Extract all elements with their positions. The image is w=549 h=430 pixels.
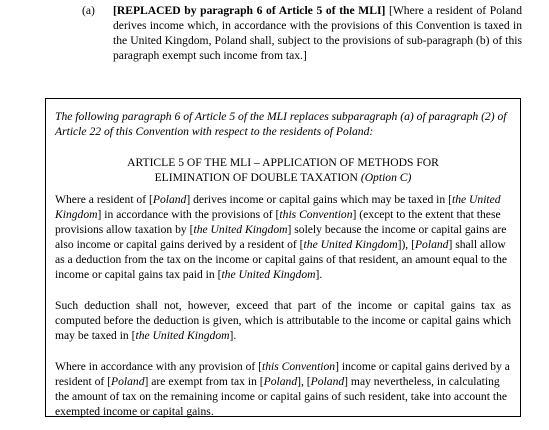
- text-span: ] (except to the extent that these provisions allow taxation by [: [55, 208, 501, 236]
- mli-heading-line2-main: ELIMINATION OF DOUBLE TAXATION: [154, 171, 361, 184]
- subparagraph-text: [113, 3, 522, 63]
- text-span: Such deduction shall not, however, exceed that part of the income or capital gains tax as computed before the deduction is given, which is attributable to the income or capital gains which may be taxed in [: [55, 299, 511, 342]
- placeholder-country: Poland: [263, 375, 298, 388]
- placeholder-convention: this Convention: [262, 360, 336, 373]
- text-span: ], [: [297, 375, 311, 388]
- text-span: Where a resident of [: [55, 193, 153, 206]
- placeholder-country: Poland: [152, 193, 187, 206]
- placeholder-country: the United Kingdom: [135, 329, 230, 342]
- placeholder-country: the United Kingdom: [221, 268, 316, 281]
- mli-heading-option: (Option C): [360, 171, 412, 184]
- text-span: ].: [315, 268, 323, 281]
- subparagraph-label: (a): [82, 4, 95, 17]
- mli-box-intro: The following paragraph 6 of Article 5 of the MLI replaces subparagraph (a) of paragraph (2) of Article 22 of this Convention with respect to the residents of Poland:: [55, 110, 507, 138]
- placeholder-country: Poland: [310, 375, 345, 388]
- text-span: ] derives income or capital gains which may be taxed in [: [186, 193, 452, 206]
- text-span: ] are exempt from tax in [: [144, 375, 264, 388]
- mli-paragraph-1: [55, 192, 511, 282]
- text-span: Where in accordance with any provision of [: [55, 360, 262, 373]
- original-provision-text: [Where a resident of Poland derives income which, in accordance with the provisions of this Convention is taxed in the United Kingdom, Poland shall, subject to the provisions of sub-paragraph (b) of this paragraph exempt such income from tax.]: [113, 4, 522, 62]
- text-span: ]), [: [397, 238, 415, 251]
- text-span: ] shall allow as a deduction from the tax on the income or capital gains of that resident, an amount equal to the income or capital gains tax paid in [: [55, 238, 508, 281]
- placeholder-country: Poland: [111, 375, 145, 388]
- placeholder-convention: this Convention: [279, 208, 353, 221]
- text-span: ] may nevertheless, in calculating the amount of tax on the remaining income or capital gains of such resident, take into account the exempted income or capital gains.: [55, 375, 508, 418]
- text-span: ].: [229, 329, 237, 342]
- mli-article-heading: [55, 155, 511, 185]
- placeholder-country: the United Kingdom: [193, 223, 288, 236]
- text-span: ] income or capital gains derived by a resident of [: [55, 360, 510, 388]
- text-span: ] in accordance with the provisions of [: [97, 208, 280, 221]
- placeholder-country: the United Kingdom: [55, 193, 501, 221]
- mli-paragraph-2: [55, 298, 511, 343]
- replaced-note: [REPLACED by paragraph 6 of Article 5 of the MLI]: [113, 4, 386, 17]
- mli-box: [45, 98, 521, 417]
- mli-heading-line2: [55, 170, 511, 185]
- placeholder-country: Poland: [414, 238, 449, 251]
- mli-paragraph-3: [55, 359, 511, 419]
- mli-heading-line1: ARTICLE 5 OF THE MLI – APPLICATION OF METHODS FOR: [127, 156, 439, 169]
- text-span: ] solely because the income or capital gains are also income or capital gains derived by a resident of [: [55, 223, 507, 251]
- placeholder-country: the United Kingdom: [303, 238, 398, 251]
